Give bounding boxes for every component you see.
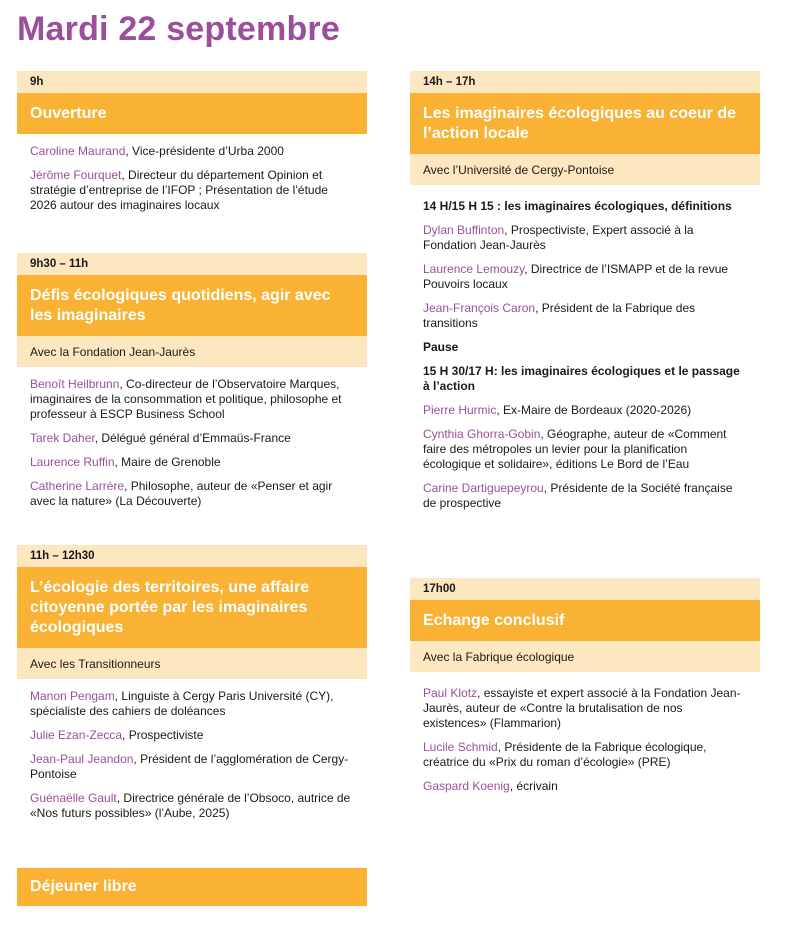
sub-session-heading: 14 H/15 H 15 : les imaginaires écologiques, définitions bbox=[423, 199, 732, 213]
speaker-name: Laurence Ruffin bbox=[30, 455, 115, 469]
speaker-desc: , écrivain bbox=[509, 779, 558, 793]
speaker bbox=[423, 740, 747, 770]
speaker-name: Carine Dartiguepeyrou bbox=[423, 481, 544, 495]
session-title: L’écologie des territoires, une affaire citoyenne portée par les imaginaires écologiques bbox=[17, 567, 367, 648]
session-imaginaires-action bbox=[410, 71, 760, 520]
session-partner: Avec la Fondation Jean-Jaurès bbox=[17, 336, 367, 367]
speaker-name: Gaspard Koenig bbox=[423, 779, 510, 793]
speaker bbox=[30, 752, 354, 782]
speaker-list bbox=[410, 672, 760, 794]
speaker-name: Pierre Hurmic bbox=[423, 403, 497, 417]
speaker-name: Manon Pengam bbox=[30, 689, 115, 703]
speaker-desc: , Directrice de l’ISMAPP et de la revue Pouvoirs locaux bbox=[423, 262, 729, 291]
session-title: Défis écologiques quotidiens, agir avec les imaginaires bbox=[17, 275, 367, 336]
speaker-desc: , Directrice générale de l’Obsoco, autrice de «Nos futurs possibles» (l’Aube, 2025) bbox=[30, 791, 351, 820]
session-partner: Avec l’Université de Cergy-Pontoise bbox=[410, 154, 760, 185]
session-title: Les imaginaires écologiques au coeur de l’action locale bbox=[410, 93, 760, 154]
speaker-desc: , essayiste et expert associé à la Fondation Jean-Jaurès, auteur de «Contre la brutalisation de nos existences» (Flammarion) bbox=[423, 686, 741, 730]
speaker bbox=[30, 689, 354, 719]
speaker bbox=[423, 686, 747, 731]
session-time: 17h00 bbox=[410, 578, 760, 600]
speaker bbox=[30, 455, 354, 470]
speaker-desc: , Prospectiviste, Expert associé à la Fondation Jean-Jaurès bbox=[423, 223, 694, 252]
speaker-list bbox=[17, 134, 367, 213]
session-opening bbox=[17, 71, 367, 222]
speaker-name: Caroline Maurand bbox=[30, 144, 126, 158]
speaker-name: Benoît Heilbrunn bbox=[30, 377, 120, 391]
speaker-desc: , Présidente de la Société française de prospective bbox=[423, 481, 733, 510]
speaker-name: Cynthia Ghorra-Gobin bbox=[423, 427, 541, 441]
speaker-desc: , Président de la Fabrique des transitions bbox=[423, 301, 696, 330]
session-time: 14h – 17h bbox=[410, 71, 760, 93]
speaker-name: Catherine Larrère bbox=[30, 479, 125, 493]
speaker bbox=[423, 481, 747, 511]
speaker-list bbox=[17, 367, 367, 509]
session-time: 9h bbox=[17, 71, 367, 93]
speaker-name: Paul Klotz bbox=[423, 686, 478, 700]
speaker-desc: , Présidente de la Fabrique écologique, créatrice du «Prix du roman d’écologie» (PRE) bbox=[423, 740, 707, 769]
speaker-desc: , Vice-présidente d’Urba 2000 bbox=[125, 144, 284, 158]
speaker-name: Dylan Buffinton bbox=[423, 223, 505, 237]
session-partner: Avec les Transitionneurs bbox=[17, 648, 367, 679]
speaker bbox=[423, 427, 747, 472]
speaker-name: Laurence Lemouzy bbox=[423, 262, 525, 276]
speaker bbox=[30, 168, 354, 213]
lunch-banner: Déjeuner libre bbox=[17, 868, 367, 906]
speaker-desc: , Délégué général d’Emmaüs-France bbox=[94, 431, 291, 445]
speaker-list bbox=[410, 185, 760, 511]
speaker bbox=[30, 144, 354, 159]
speaker-desc: , Co-directeur de l’Observatoire Marques, imaginaires de la consommation et politique, philosophe et professeur à ESCP Business School bbox=[30, 377, 342, 421]
speaker-desc: , Linguiste à Cergy Paris Université (CY), spécialiste des cahiers de doléances bbox=[30, 689, 334, 718]
speaker-desc: , Directeur du département Opinion et stratégie d’entreprise de l’IFOP ; Présentation de l’étude 2026 autour des imaginaires locaux bbox=[30, 168, 328, 212]
speaker-desc: , Maire de Grenoble bbox=[114, 455, 221, 469]
speaker-desc: , Prospectiviste bbox=[122, 728, 204, 742]
speaker-desc: , Philosophe, auteur de «Penser et agir avec la nature» (La Découverte) bbox=[30, 479, 333, 508]
session-time: 11h – 12h30 bbox=[17, 545, 367, 567]
speaker bbox=[423, 779, 747, 794]
page-title: Mardi 22 septembre bbox=[17, 10, 340, 48]
session-territoires bbox=[17, 545, 367, 830]
speaker-name: Jean-Paul Jeandon bbox=[30, 752, 134, 766]
session-defis bbox=[17, 253, 367, 518]
speaker-name: Jean-François Caron bbox=[423, 301, 536, 315]
speaker-name: Guénaëlle Gault bbox=[30, 791, 117, 805]
speaker bbox=[423, 262, 747, 292]
session-echange bbox=[410, 578, 760, 803]
speaker-name: Tarek Daher bbox=[30, 431, 95, 445]
speaker bbox=[423, 223, 747, 253]
sub-session-heading: 15 H 30/17 H: les imaginaires écologiques et le passage à l’action bbox=[423, 364, 740, 393]
speaker-list bbox=[17, 679, 367, 821]
speaker-desc: , Géographe, auteur de «Comment faire des métropoles un levier pour la planification écologique et solidaire», éditions Le Bord de l’Eau bbox=[423, 427, 727, 471]
session-title: Echange conclusif bbox=[410, 600, 760, 641]
session-partner: Avec la Fabrique écologique bbox=[410, 641, 760, 672]
speaker bbox=[423, 301, 747, 331]
session-time: 9h30 – 11h bbox=[17, 253, 367, 275]
speaker-name: Jérôme Fourquet bbox=[30, 168, 122, 182]
session-title: Ouverture bbox=[17, 93, 367, 134]
speaker bbox=[30, 479, 354, 509]
speaker bbox=[30, 431, 354, 446]
speaker bbox=[30, 791, 354, 821]
speaker bbox=[30, 728, 354, 743]
speaker bbox=[30, 377, 354, 422]
speaker-name: Lucile Schmid bbox=[423, 740, 498, 754]
speaker-name: Julie Ezan-Zecca bbox=[30, 728, 123, 742]
pause-label: Pause bbox=[423, 340, 459, 354]
speaker-desc: , Ex-Maire de Bordeaux (2020-2026) bbox=[496, 403, 692, 417]
speaker bbox=[423, 403, 747, 418]
speaker-desc: , Président de l’agglomération de Cergy-Pontoise bbox=[30, 752, 349, 781]
